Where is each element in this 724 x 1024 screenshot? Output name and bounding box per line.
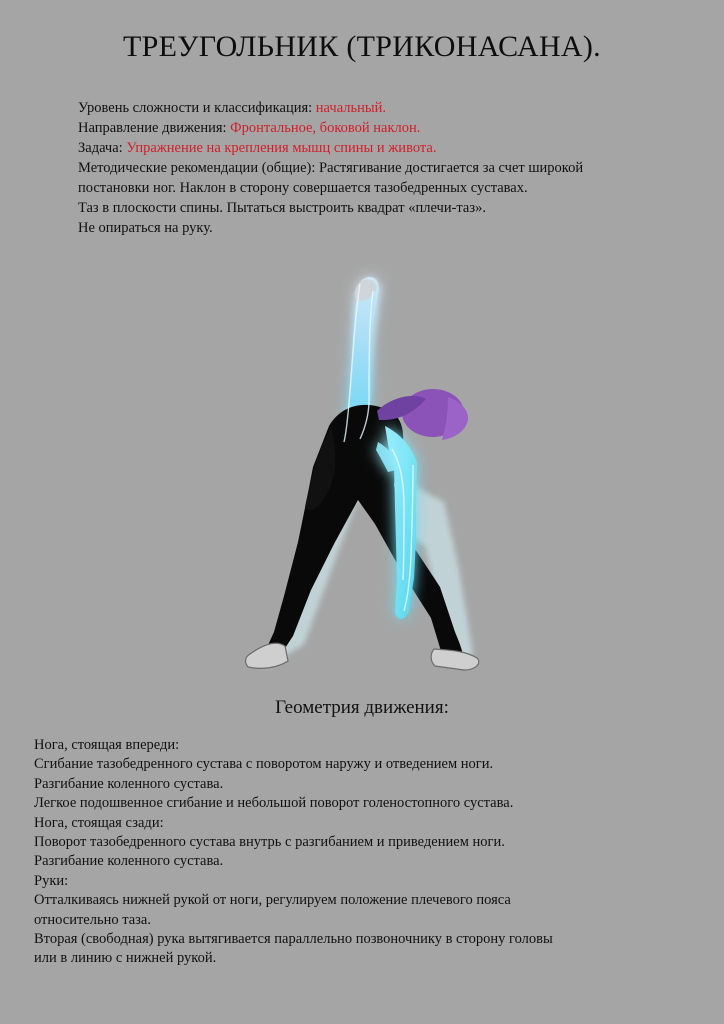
geometry-line: Нога, стоящая впереди: [34,737,180,753]
geometry-line: Нога, стоящая сзади: [34,814,164,831]
difficulty-line [78,98,698,118]
task-line [78,138,698,158]
geometry-section-title: Геометрия движения: [275,697,449,718]
task-label: Задача: [78,140,127,156]
geometry-line: Руки: [34,872,69,889]
geometry-line: Поворот тазобедренного сустава внутрь с разгибанием и приведением ноги. [34,834,505,851]
difficulty-value: начальный. [315,100,387,116]
geometry-line: или в линию с нижней рукой. [34,950,217,967]
method-line-3: Таз в плоскости спины. Пытаться выстроить квадрат «плечи-таз». [78,200,486,216]
movement-direction-line [78,118,698,138]
page-title: ТРЕУГОЛЬНИК (ТРИКОНАСАНА). [123,30,601,63]
method-line-1: Методические рекомендации (общие): Растягивание достигается за счет широкой [78,160,584,176]
geometry-line: относительно таза. [34,911,151,928]
geometry-line: Разгибание коленного сустава. [34,853,224,870]
difficulty-label: Уровень сложности и классификация: [78,100,316,116]
geometry-line: Легкое подошвенное сгибание и небольшой поворот голеностопного сустава. [34,795,514,812]
geometry-line: Сгибание тазобедренного сустава с поворотом наружу и отведением ноги. [34,756,494,773]
geometry-line: Разгибание коленного сустава. [34,775,224,792]
task-value: Упражнение на крепления мышц спины и живота. [126,140,437,156]
geometry-section [34,736,699,969]
movement-direction-value: Фронтальное, боковой наклон. [230,120,421,136]
geometry-line: Отталкиваясь нижней рукой от ноги, регулируем положение плечевого пояса [34,892,511,909]
movement-direction-label: Направление движения: [78,120,231,136]
geometry-line: Вторая (свободная) рука вытягивается параллельно позвоночнику в сторону головы [34,931,553,948]
method-line-4: Не опираться на руку. [78,220,213,236]
intro-block [78,98,698,238]
trikonasana-figure [190,260,520,690]
method-line-2: постановки ног. Наклон в сторону совершается тазобедренных суставах. [78,180,528,196]
